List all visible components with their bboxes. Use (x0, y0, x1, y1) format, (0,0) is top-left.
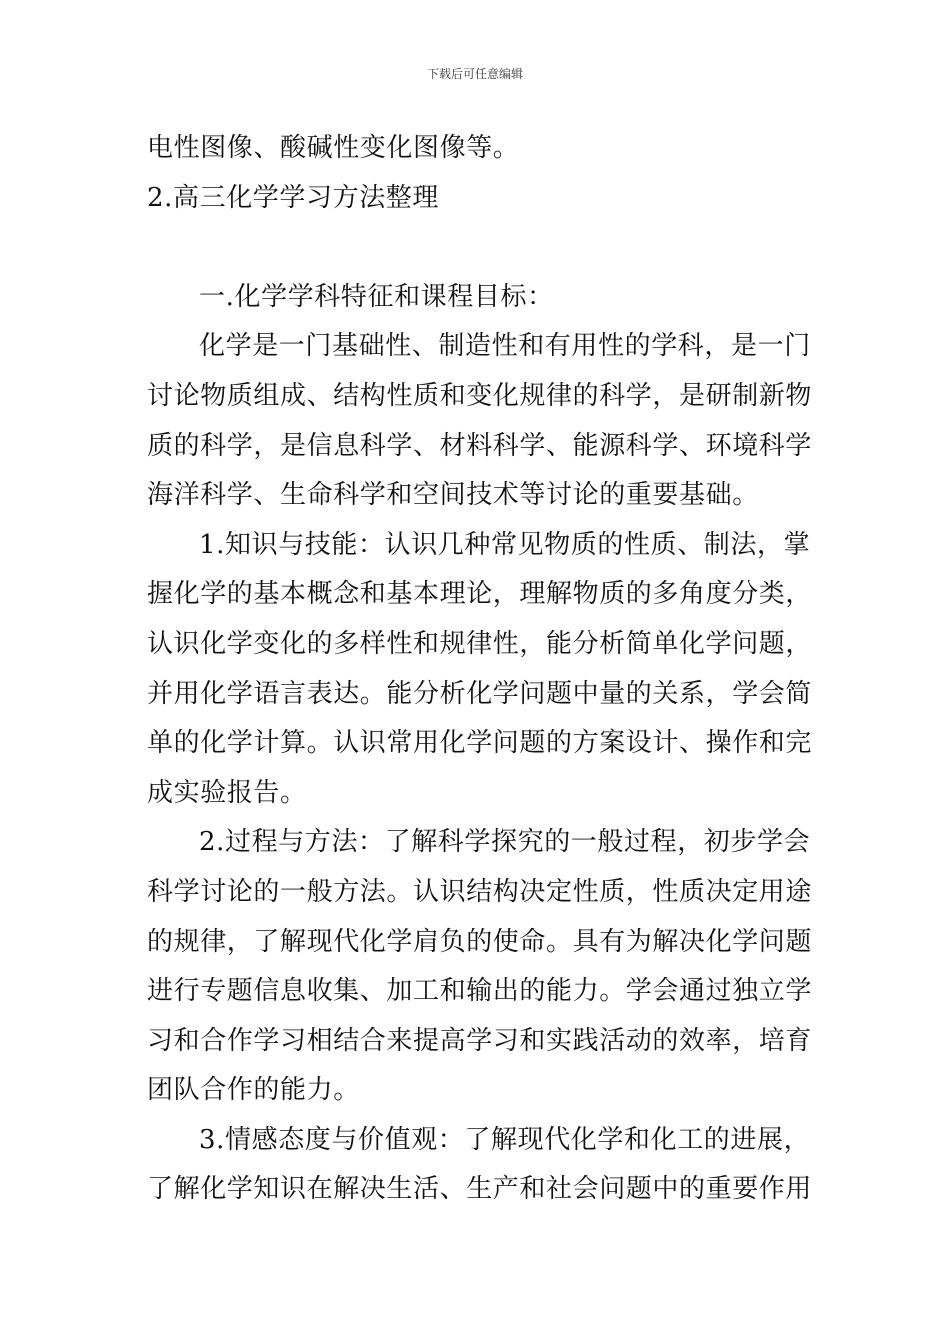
text-line: 海洋科学、生命科学和空间技术等讨论的重要基础。 (147, 480, 759, 511)
blank-line (147, 223, 807, 273)
page-header-watermark: 下载后可任意编辑 (426, 67, 523, 81)
text-line: 了解化学知识在解决生活、生产和社会问题中的重要作用 (147, 1174, 813, 1205)
document-body (147, 124, 813, 1215)
text-line: 握化学的基本概念和基本理论，理解物质的多角度分类， (147, 579, 813, 610)
text-line: 质的科学，是信息科学、材料科学、能源科学、环境科学 (147, 430, 813, 461)
text-line: 单的化学计算。认识常用化学问题的方案设计、操作和完 (147, 728, 813, 759)
text-line: 团队合作的能力。 (147, 1075, 360, 1106)
paragraph-first-line: 1.知识与技能：认识几种常见物质的性质、制法，掌 (199, 529, 811, 560)
paragraph-first-line: 化学是一门基础性、制造性和有用性的学科，是一门 (199, 331, 811, 362)
text-line: 科学讨论的一般方法。认识结构决定性质，性质决定用途 (147, 876, 813, 907)
paragraph-first-line: 3.情感态度与价值观：了解现代化学和化工的进展， (199, 1124, 811, 1155)
text-line: 的规律，了解现代化学肩负的使命。具有为解决化学问题 (147, 926, 813, 957)
subsection-heading: 一.化学学科特征和课程目标： (199, 281, 554, 312)
paragraph-first-line: 2.过程与方法：了解科学探究的一般过程，初步学会 (199, 827, 811, 858)
text-line: 讨论物质组成、结构性质和变化规律的科学，是研制新物 (147, 380, 813, 411)
text-line: 成实验报告。 (147, 777, 307, 808)
section-heading: 2.高三化学学习方法整理 (147, 182, 440, 213)
text-line: 电性图像、酸碱性变化图像等。 (147, 133, 520, 163)
text-line: 进行专题信息收集、加工和输出的能力。学会通过独立学 (147, 976, 813, 1007)
text-line: 习和合作学习相结合来提高学习和实践活动的效率，培育 (147, 1025, 813, 1056)
text-line: 并用化学语言表达。能分析化学问题中量的关系，学会简 (147, 678, 813, 709)
text-line: 认识化学变化的多样性和规律性，能分析简单化学问题， (147, 628, 813, 659)
